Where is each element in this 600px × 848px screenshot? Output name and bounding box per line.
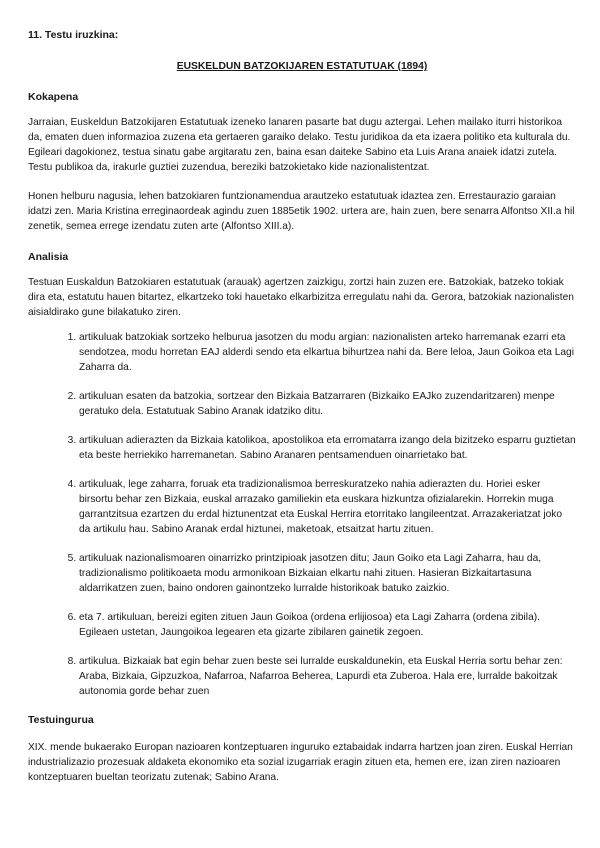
list-item: 4. artikuluak, lege zaharra, foruak eta tradizionalismoa berreskuratzeko nahia adierazten du. Horiei esker birsortu behar zen Bizkaia, euskal arrazako gamiliekin eta euskara hizkuntza ofizialarekin. Horrekin muga garrantzitsua ezartzen du erdal hiztunentzat eta Euskal Herrira etorritako langileentzat. Arrazakeriatzat joko da artikulu hau. Sabino Aranak erdal hiztunei, maketoak, etsaitzat hartu zituen.	[79, 477, 576, 537]
kokapena-paragraph-1: Jarraian, Euskeldun Batzokijaren Estatutuak izeneko lanaren pasarte bat dugu aztergai. Lehen mailako iturri historikoa da, ematen duen informazioa zuzena eta gertaeren garaiko delako. Testu juridikoa da eta izaera politiko eta kulturala du. Egileari dagokionez, testua sinatu gabe argitaratu zen, baina esan daiteke Sabino eta Luis Arana anaiek idatzi zutela. Testu publikoa da, irakurle guztiei zuzendua, bereziki batzokietako kide nazionalistentzat.	[28, 117, 571, 173]
exercise-label: 11. Testu iruzkina:	[28, 29, 119, 41]
document-page	[28, 28, 576, 785]
list-item: 6. eta 7. artikuluan, bereizi egiten zituen Jaun Goikoa (ordena erlijiosoa) eta Lagi Zaharra (ordena zibila). Egileaen ustetan, Jaungoikoa legearen eta gizarte zibilaren gainetik zegoen.	[79, 610, 576, 640]
document-title: EUSKELDUN BATZOKIJAREN ESTATUTUAK (1894)	[176, 61, 428, 72]
analisia-intro: Testuan Euskaldun Batzokiaren estatutuak (arauak) agertzen zaizkigu, zortzi hain zuzen ere. Batzokiak, batzeko tokiak dira eta, estatutu hauen bitartez, elkartzeko toki hauetako elkarbizitza erregulatu nahi da. Gerora, batzokiak nazionalisten aisialdirako gune bilakatuko ziren.	[28, 277, 574, 318]
list-item: 8. artikulua. Bizkaiak bat egin behar zuen beste sei lurralde euskaldunekin, eta Euskal Herria sortu behar zen: Araba, Bizkaia, Gipzuzkoa, Nafarroa, Nafarroa Beherea, Lapurdi eta Zuberoa. Hala ere, lurralde bakoitzak autonomia gorde behar zuen	[79, 654, 576, 699]
list-item: 2. artikuluan esaten da batzokia, sortzear den Bizkaia Batzarraren (Bizkaiko EAJko zuzendaritzaren) menpe geratuko dela. Estatutuak Sabino Aranak idatziko ditu.	[79, 389, 576, 419]
section-heading-kokapena: Kokapena	[28, 91, 79, 103]
section-heading-testuingurua: Testuingurua	[28, 714, 94, 726]
section-heading-analisia: Analisia	[28, 251, 69, 263]
article-list	[28, 330, 576, 699]
kokapena-paragraph-2: Honen helburu nagusia, lehen batzokiaren funtzionamendua arautzeko estatutuak idaztea zen. Errestaurazio garaian idatzi zen. Maria Kristina erreginaordeak agindu zuen 1885etik 1902. urtera are, hain zuen, bere senarra Alfontso XII.a hil zenetik, semea errege izendatu zuten arte (Alfontso XIII.a).	[28, 191, 575, 232]
list-item: 3. artikuluan adierazten da Bizkaia katolikoa, apostolikoa eta erromatarra izango dela bizitzeko esparru guztietan eta beste herriekiko harremanetan. Sabino Aranaren pentsamenduen oinarrietako bat.	[79, 433, 576, 463]
list-item: 1. artikuluak batzokiak sortzeko helburua jasotzen du modu argian: nazionalisten arteko harremanak ezarri eta sendotzea, modu horretan EAJ alderdi sendo eta elkartua bihurtzea nahi da. Bere leloa, Jaun Goikoa eta Lagi Zaharra da.	[79, 330, 576, 375]
testuingurua-paragraph-1: XIX. mende bukaerako Europan nazioaren kontzeptuaren inguruko eztabaidak indarra hartzen joan ziren. Euskal Herrian industrializazio prozesuak aldaketa ekonomiko eta sozial izugarriak eragin zituen eta, hemen ere, izan ziren nazioaren kontzeptuaren bueltan teorizatu zutenak; Sabino Arana.	[28, 742, 573, 783]
list-item: 5. artikuluak nazionalismoaren oinarrizko printzipioak jasotzen ditu; Jaun Goiko eta Lagi Zaharra, hau da, tradizionalismo politikoaeta modu armonikoan Bizkaian elkartu nahi zituen. Hasieran Bizkaitartasuna aldarrikatzen zuen, baino ondoren gainontzeko lurralde historikoak batuko zaizkio.	[79, 551, 576, 596]
